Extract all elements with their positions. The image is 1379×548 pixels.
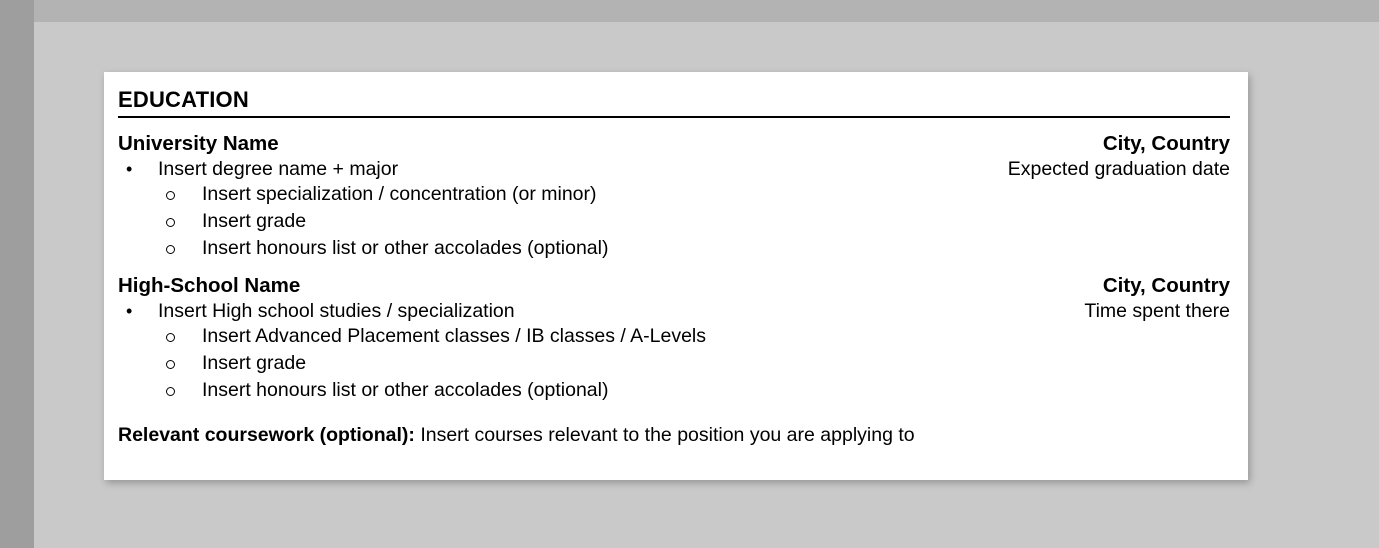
entry-bullet-text: Insert High school studies / specialization	[158, 300, 515, 323]
bullet-icon: •	[126, 159, 133, 180]
coursework-label: Relevant coursework (optional):	[118, 424, 415, 447]
entry-bullet-right: Expected graduation date	[1007, 158, 1230, 181]
education-entry-highschool	[118, 274, 1230, 402]
institution-location: City, Country	[1102, 132, 1230, 156]
entry-bullet-text: Insert degree name + major	[158, 158, 399, 181]
entry-primary-bullet	[118, 158, 1230, 181]
institution-name: University Name	[118, 132, 279, 156]
sub-item-text: Insert honours list or other accolades (optional)	[202, 379, 609, 402]
education-entry-university	[118, 132, 1230, 260]
resume-education-card	[104, 72, 1248, 480]
list-item	[118, 237, 1230, 260]
sub-item-text: Insert grade	[202, 352, 307, 375]
sub-item-text: Insert Advanced Placement classes / IB classes / A-Levels	[202, 325, 706, 348]
list-item	[118, 325, 1230, 348]
list-item	[118, 352, 1230, 375]
entry-sub-list	[118, 325, 1230, 402]
list-item	[118, 210, 1230, 233]
hollow-bullet-icon	[118, 331, 202, 344]
sub-item-text: Insert honours list or other accolades (optional)	[202, 237, 609, 260]
relevant-coursework-line	[118, 424, 1230, 447]
page-title: EDUCATION	[118, 87, 249, 112]
hollow-bullet-icon	[118, 385, 202, 398]
list-item	[118, 183, 1230, 206]
section-divider	[118, 116, 1230, 118]
hollow-bullet-icon	[118, 189, 202, 202]
list-item	[118, 379, 1230, 402]
entry-header	[118, 132, 1230, 156]
sub-item-text: Insert grade	[202, 210, 307, 233]
entry-bullet-right: Time spent there	[1084, 300, 1230, 323]
hollow-bullet-icon	[118, 358, 202, 371]
sub-item-text: Insert specialization / concentration (or minor)	[202, 183, 597, 206]
institution-name: High-School Name	[118, 274, 301, 298]
backdrop-left-band	[0, 0, 34, 548]
coursework-text: Insert courses relevant to the position you are applying to	[420, 424, 915, 447]
backdrop-top-band	[0, 0, 1379, 22]
entry-primary-bullet	[118, 300, 1230, 323]
hollow-bullet-icon	[118, 216, 202, 229]
entry-header	[118, 274, 1230, 298]
bullet-icon: •	[126, 301, 133, 322]
hollow-bullet-icon	[118, 243, 202, 256]
institution-location: City, Country	[1102, 274, 1230, 298]
entry-sub-list	[118, 183, 1230, 260]
